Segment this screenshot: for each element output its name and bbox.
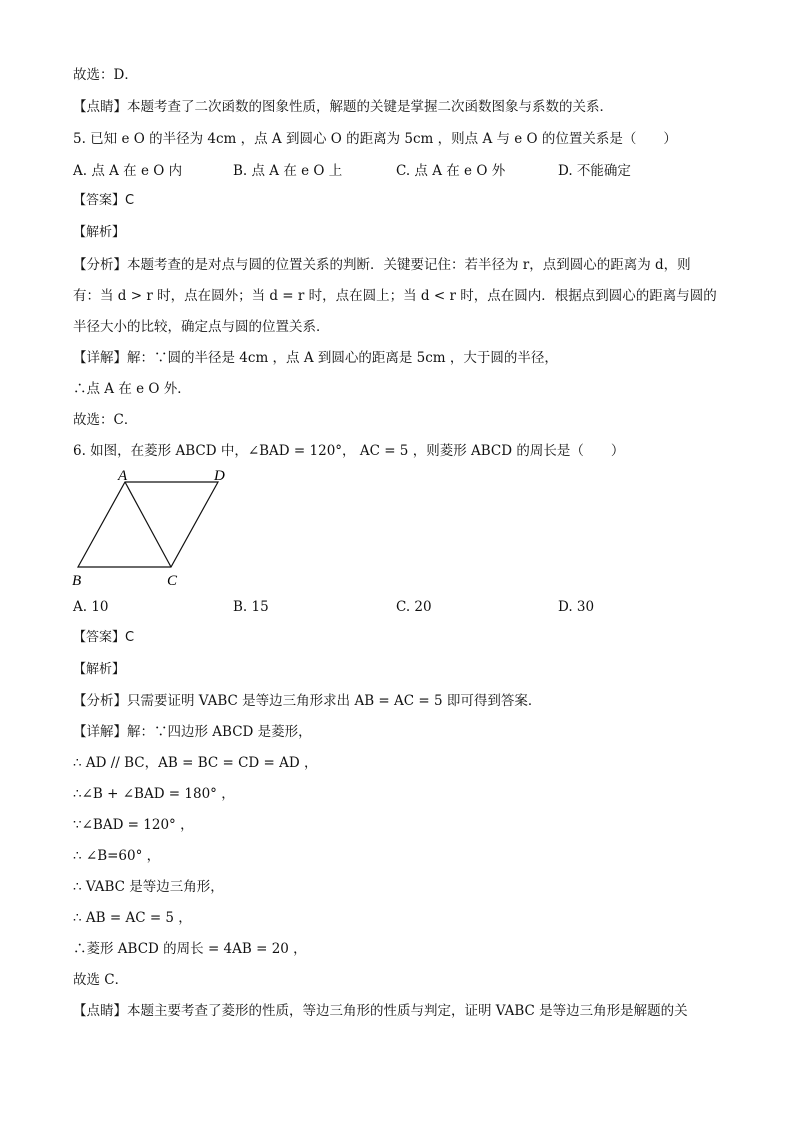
q5-analysis-text: 半径大小的比较，确定点与圆的位置关系． (73, 319, 330, 335)
q5-option-d: D. 不能确定 (558, 163, 631, 179)
q5-detail: ∴点 A 在 e O 外． (73, 381, 191, 397)
vertex-label-b: B (72, 573, 82, 589)
text-line: 【点睛】本题考查了二次函数的图象性质，解题的关键是掌握二次函数图象与系数的关系． (73, 99, 613, 115)
q5-answer: 【答案】C (73, 193, 135, 208)
q6-step: ∴∠B + ∠BAD = 180° ， (73, 786, 235, 802)
q6-step: ∴菱形 ABCD 的周长 = 4AB = 20 ， (73, 941, 307, 957)
q6-choice: 故选 C． (73, 972, 129, 988)
q6-step: ∵∠BAD = 120° ， (73, 817, 194, 833)
rhombus-figure (68, 466, 238, 590)
q5-analysis-text: 有：当 d > r 时，点在圆外；当 d = r 时，点在圆上；当 d < r 时，点在圆内．根据点到圆心的距离与圆的 (73, 288, 717, 304)
question-5-stem: 5. 已知 e O 的半径为 4cm ，点 A 到圆心 O 的距离为 5cm ，则点 A 与 e O 的位置关系是（ ） (73, 131, 677, 147)
q6-option-d: D. 30 (558, 599, 595, 615)
q6-option-c: C. 20 (396, 599, 432, 615)
q6-analysis-label: 【解析】 (73, 662, 126, 677)
diagonal-ac (125, 482, 171, 567)
question-6-stem: 6. 如图，在菱形 ABCD 中，∠BAD = 120°， AC = 5 ，则菱形 ABCD 的周长是（ ） (73, 443, 625, 459)
q6-option-b: B. 15 (233, 599, 269, 615)
q6-remark: 【点睛】本题主要考查了菱形的性质，等边三角形的性质与判定，证明 VABC 是等边三角形是解题的关 (73, 1003, 688, 1019)
vertex-label-d: D (214, 468, 225, 484)
q6-step: ∴ AB = AC = 5 ， (73, 910, 192, 926)
vertex-label-a: A (118, 468, 128, 484)
q6-analysis-text: 【分析】只需要证明 VABC 是等边三角形求出 AB = AC = 5 即可得到答案． (73, 693, 542, 709)
q6-detail: 【详解】解：∵四边形 ABCD 是菱形， (73, 724, 312, 740)
q6-step: ∴ AD // BC，AB = BC = CD = AD ， (73, 755, 318, 771)
q5-choice: 故选：C． (73, 412, 138, 428)
q5-option-c: C. 点 A 在 e O 外 (396, 163, 506, 179)
q5-detail: 【详解】解：∵圆的半径是 4cm ，点 A 到圆心的距离是 5cm ，大于圆的半径， (73, 350, 558, 366)
q5-option-b: B. 点 A 在 e O 上 (233, 163, 343, 179)
q6-step: ∴ VABC 是等边三角形， (73, 879, 224, 895)
q5-analysis-text: 【分析】本题考查的是对点与圆的位置关系的判断．关键要记住：若半径为 r，点到圆心的距离为 d，则 (73, 257, 691, 273)
q5-analysis-label: 【解析】 (73, 225, 126, 240)
vertex-label-c: C (167, 573, 178, 589)
text-line: 故选：D． (73, 67, 138, 83)
q5-option-a: A. 点 A 在 e O 内 (73, 163, 183, 179)
q6-option-a: A. 10 (73, 599, 109, 615)
q6-step: ∴ ∠B=60° ， (73, 848, 161, 864)
q6-answer: 【答案】C (73, 630, 135, 645)
